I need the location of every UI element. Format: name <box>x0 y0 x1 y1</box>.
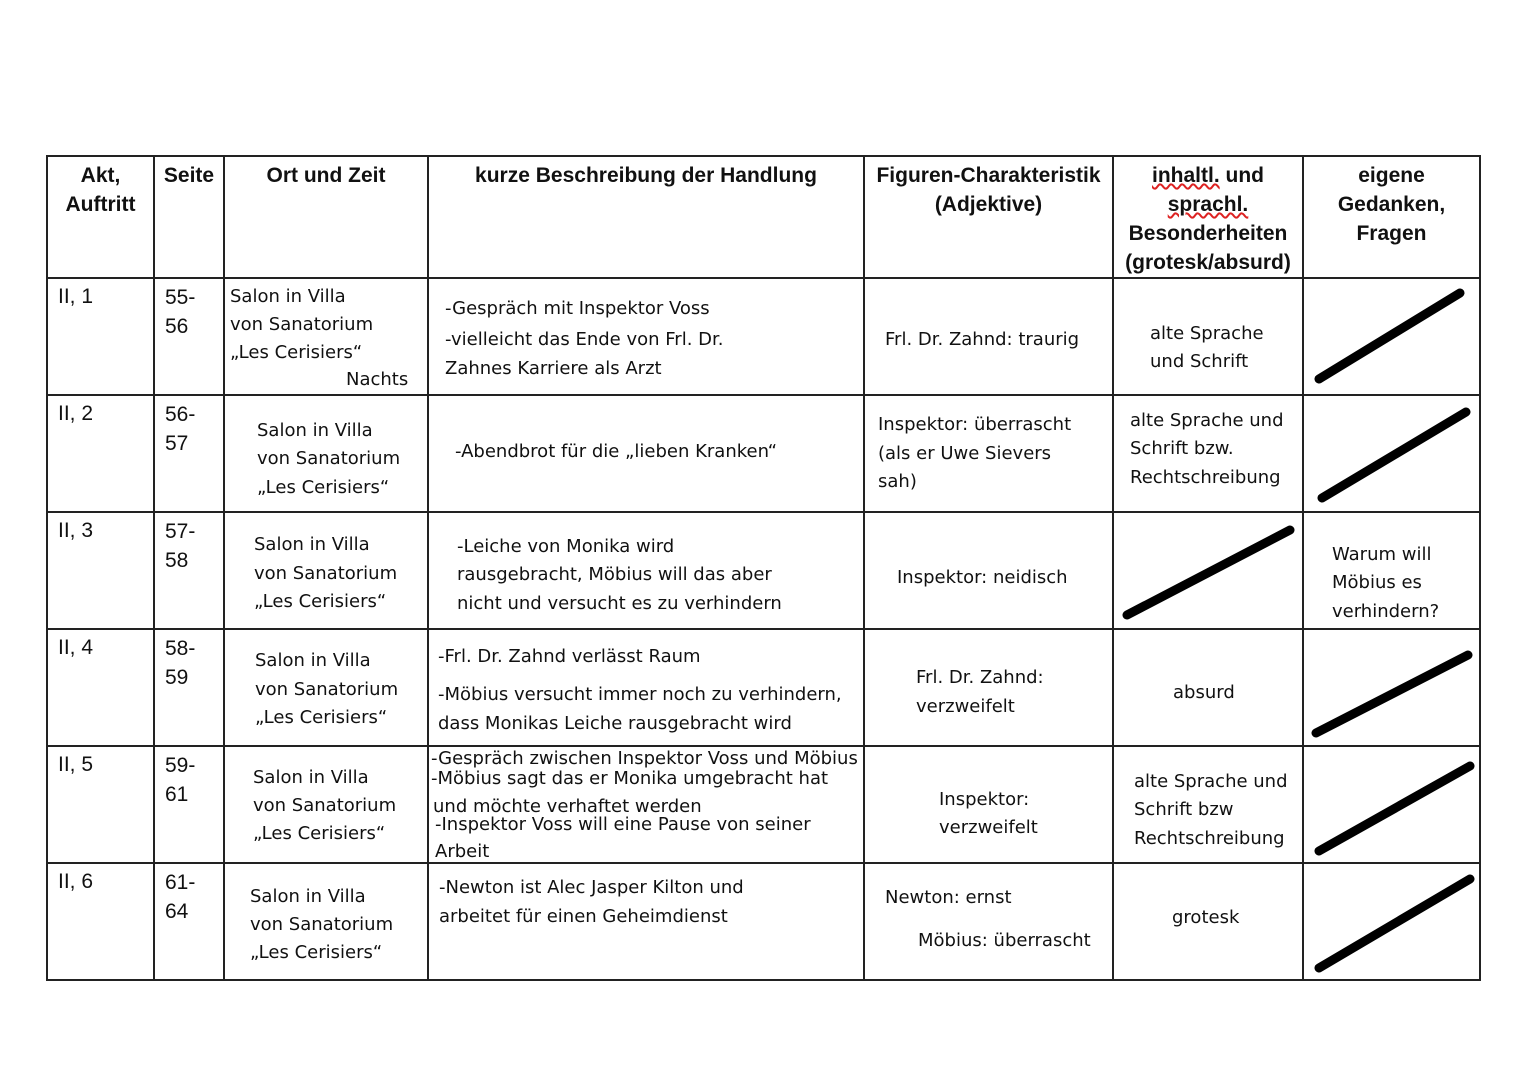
cell-akt <box>47 512 154 629</box>
cell-gedanken <box>1303 278 1480 395</box>
seite-value <box>165 868 195 926</box>
ort-line: „Les Cerisiers“ <box>253 823 386 844</box>
figuren-line: verzweifelt <box>916 696 1015 717</box>
cell-seite <box>154 863 224 980</box>
handlung-line: -Abendbrot für die „lieben Kranken“ <box>455 441 778 462</box>
gedanken-line: Warum will <box>1332 544 1432 565</box>
figuren-line: Inspektor: überrascht <box>878 414 1072 435</box>
cell-handlung <box>428 512 864 629</box>
besonderheiten-line: alte Sprache und <box>1134 771 1288 792</box>
ort-line: von Sanatorium <box>253 795 397 816</box>
header-gedanken: eigene Gedanken, Fragen <box>1303 156 1480 278</box>
table-row <box>47 629 1480 746</box>
figuren-line: verzweifelt <box>939 817 1038 838</box>
cell-gedanken <box>1303 395 1480 512</box>
akt-value: II, 5 <box>58 753 94 776</box>
header-besonderheiten-sprachl: sprachl. <box>1167 193 1249 216</box>
cell-figuren <box>864 278 1113 395</box>
cell-ort <box>224 512 428 629</box>
header-besonderheiten-und: und <box>1225 164 1264 187</box>
cell-figuren <box>864 395 1113 512</box>
ort-line: Salon in Villa <box>254 534 370 555</box>
header-figuren: Figuren-Charakteristik (Adjektive) <box>864 156 1113 278</box>
seite-value <box>165 400 195 458</box>
figuren-line: Frl. Dr. Zahnd: traurig <box>885 329 1080 350</box>
handlung-line: -Möbius versucht immer noch zu verhindern, <box>438 684 842 705</box>
ort-line: von Sanatorium <box>254 563 398 584</box>
literature-table <box>46 155 1481 981</box>
akt-value: II, 3 <box>58 519 94 542</box>
seite-value <box>165 634 195 692</box>
seite-end: 58 <box>165 549 189 572</box>
cell-ort <box>224 395 428 512</box>
cell-gedanken <box>1303 512 1480 629</box>
cell-besonderheiten <box>1113 512 1303 629</box>
handlung-line: arbeitet für einen Geheimdienst <box>439 906 728 927</box>
besonderheiten-line: Schrift bzw <box>1134 799 1234 820</box>
cell-besonderheiten <box>1113 863 1303 980</box>
seite-end: 61 <box>165 783 189 806</box>
seite-value <box>165 283 195 341</box>
besonderheiten-line: alte Sprache und <box>1130 410 1284 431</box>
header-ort: Ort und Zeit <box>224 156 428 278</box>
cell-besonderheiten <box>1113 629 1303 746</box>
cell-seite <box>154 746 224 863</box>
cell-handlung <box>428 629 864 746</box>
cell-figuren <box>864 863 1113 980</box>
cell-figuren <box>864 629 1113 746</box>
ort-line: Salon in Villa <box>250 886 366 907</box>
seite-start: 58- <box>165 637 196 660</box>
seite-start: 57- <box>165 520 196 543</box>
akt-value: II, 4 <box>58 636 94 659</box>
cell-gedanken <box>1303 629 1480 746</box>
cell-akt <box>47 395 154 512</box>
cell-besonderheiten <box>1113 278 1303 395</box>
figuren-line: (als er Uwe Sievers <box>878 443 1052 464</box>
besonderheiten-line: Schrift bzw. <box>1130 438 1234 459</box>
seite-end: 64 <box>165 900 189 923</box>
cell-ort <box>224 746 428 863</box>
table-row <box>47 863 1480 980</box>
figuren-line: sah) <box>878 471 917 492</box>
seite-start: 61- <box>165 871 196 894</box>
cell-akt <box>47 863 154 980</box>
header-row <box>47 156 1480 278</box>
ort-line: „Les Cerisiers“ <box>250 942 383 963</box>
handlung-line: dass Monikas Leiche rausgebracht wird <box>438 713 792 734</box>
ort-line: von Sanatorium <box>250 914 394 935</box>
strike-through-mark <box>1304 630 1481 745</box>
akt-value: II, 2 <box>58 402 94 425</box>
cell-besonderheiten <box>1113 746 1303 863</box>
ort-line: von Sanatorium <box>257 448 401 469</box>
zeit-value: Nachts <box>346 369 409 390</box>
handlung-line: nicht und versucht es zu verhindern <box>457 593 782 614</box>
cell-seite <box>154 512 224 629</box>
besonderheiten-line: alte Sprache <box>1150 323 1264 344</box>
handlung-line: -Leiche von Monika wird <box>457 536 675 557</box>
handlung-line: -Inspektor Voss will eine Pause von seiner <box>435 814 811 835</box>
cell-ort <box>224 863 428 980</box>
seite-start: 55- <box>165 286 196 309</box>
cell-figuren <box>864 512 1113 629</box>
cell-handlung <box>428 395 864 512</box>
cell-ort <box>224 278 428 395</box>
akt-value: II, 1 <box>58 285 94 308</box>
cell-handlung <box>428 278 864 395</box>
besonderheiten-line: Rechtschreibung <box>1130 467 1281 488</box>
cell-seite <box>154 278 224 395</box>
gedanken-line: verhindern? <box>1332 601 1440 622</box>
header-akt: Akt, Auftritt <box>47 156 154 278</box>
handlung-line: -Gespräch mit Inspektor Voss <box>445 298 710 319</box>
seite-end: 56 <box>165 315 189 338</box>
cell-akt <box>47 746 154 863</box>
cell-handlung <box>428 863 864 980</box>
besonderheiten-line: absurd <box>1173 682 1235 703</box>
table-row <box>47 395 1480 512</box>
cell-besonderheiten <box>1113 395 1303 512</box>
strike-through-mark <box>1304 396 1481 511</box>
cell-seite <box>154 629 224 746</box>
handlung-line: Zahnes Karriere als Arzt <box>445 358 662 379</box>
handlung-line: -Frl. Dr. Zahnd verlässt Raum <box>438 646 701 667</box>
besonderheiten-line: und Schrift <box>1150 351 1249 372</box>
handlung-line: Arbeit <box>435 841 490 862</box>
besonderheiten-line: Rechtschreibung <box>1134 828 1285 849</box>
cell-gedanken <box>1303 863 1480 980</box>
cell-figuren <box>864 746 1113 863</box>
header-handlung: kurze Beschreibung der Handlung <box>428 156 864 278</box>
table-row <box>47 512 1480 629</box>
figuren-line: Frl. Dr. Zahnd: <box>916 667 1044 688</box>
ort-line: Salon in Villa <box>255 650 371 671</box>
strike-through-mark <box>1114 513 1304 628</box>
akt-value: II, 6 <box>58 870 94 893</box>
handlung-line: rausgebracht, Möbius will das aber <box>457 564 772 585</box>
seite-value <box>165 517 195 575</box>
seite-start: 56- <box>165 403 196 426</box>
ort-line: „Les Cerisiers“ <box>254 591 387 612</box>
besonderheiten-line: grotesk <box>1172 907 1240 928</box>
ort-line: „Les Cerisiers“ <box>230 342 363 363</box>
handlung-line: -Newton ist Alec Jasper Kilton und <box>439 877 744 898</box>
cell-seite <box>154 395 224 512</box>
header-besonderheiten-text: Besonderheiten (grotesk/absurd) <box>1125 222 1291 274</box>
seite-value <box>165 751 195 809</box>
cell-akt <box>47 278 154 395</box>
figuren-line: Newton: ernst <box>885 887 1012 908</box>
table-row <box>47 278 1480 395</box>
ort-line: von Sanatorium <box>230 314 374 335</box>
cell-akt <box>47 629 154 746</box>
seite-end: 59 <box>165 666 189 689</box>
ort-line: von Sanatorium <box>255 679 399 700</box>
table-row <box>47 746 1480 863</box>
seite-end: 57 <box>165 432 189 455</box>
strike-through-mark <box>1304 279 1481 394</box>
header-besonderheiten-inhaltl: inhaltl. <box>1152 164 1220 187</box>
strike-through-mark <box>1304 864 1481 979</box>
figuren-line: Inspektor: <box>939 789 1030 810</box>
ort-line: Salon in Villa <box>230 286 346 307</box>
cell-ort <box>224 629 428 746</box>
ort-line: Salon in Villa <box>253 767 369 788</box>
handlung-line: -Möbius sagt das er Monika umgebracht hat <box>431 768 829 789</box>
handlung-line: -vielleicht das Ende von Frl. Dr. <box>445 329 724 350</box>
ort-line: Salon in Villa <box>257 420 373 441</box>
handlung-line: und möchte verhaftet werden <box>433 796 702 817</box>
header-seite: Seite <box>154 156 224 278</box>
seite-start: 59- <box>165 754 196 777</box>
strike-through-mark <box>1304 747 1481 862</box>
header-besonderheiten <box>1113 156 1303 278</box>
ort-line: „Les Cerisiers“ <box>255 707 388 728</box>
figuren-line: Möbius: überrascht <box>918 930 1091 951</box>
handlung-line: -Gespräch zwischen Inspektor Voss und Möbius <box>431 748 858 769</box>
ort-line: „Les Cerisiers“ <box>257 477 390 498</box>
cell-handlung <box>428 746 864 863</box>
figuren-line: Inspektor: neidisch <box>897 567 1068 588</box>
cell-gedanken <box>1303 746 1480 863</box>
gedanken-line: Möbius es <box>1332 572 1422 593</box>
